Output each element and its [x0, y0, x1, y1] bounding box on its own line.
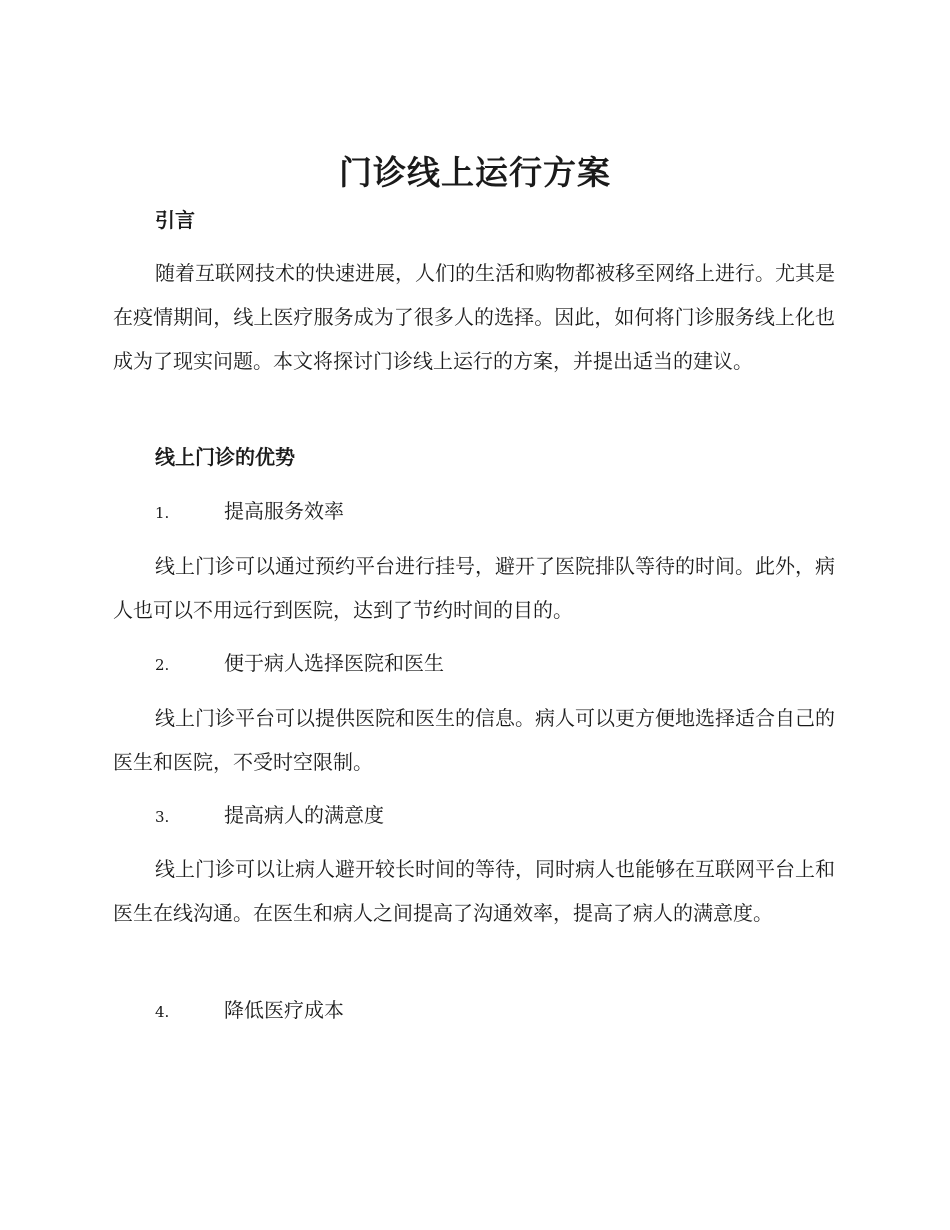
list-item-title: 提高服务效率: [224, 499, 344, 523]
list-item-heading: [155, 497, 344, 527]
section-heading-introduction: 引言: [155, 208, 195, 232]
introduction-paragraph: 随着互联网技术的快速进展，人们的生活和购物都被移至网络上进行。尤其是在疫情期间，线上医疗服务成为了很多人的选择。因此，如何将门诊服务线上化也成为了现实问题。本文将探讨门诊线上运行的方案，并提出适当的建议。: [113, 261, 835, 373]
list-item-number: 1.: [155, 504, 170, 522]
list-item-number: 2.: [155, 656, 170, 674]
list-item-title: 提高病人的满意度: [224, 803, 384, 827]
list-item-heading: [155, 996, 344, 1026]
list-item-title: 降低医疗成本: [224, 998, 344, 1022]
list-item-paragraph: 线上门诊可以让病人避开较长时间的等待，同时病人也能够在互联网平台上和医生在线沟通。在医生和病人之间提高了沟通效率，提高了病人的满意度。: [113, 857, 835, 925]
section-heading-advantages: 线上门诊的优势: [155, 445, 295, 469]
list-item-number: 4.: [155, 1003, 170, 1021]
list-item-title: 便于病人选择医院和医生: [224, 651, 444, 675]
list-item-heading: [155, 649, 444, 679]
list-item-heading: [155, 801, 384, 831]
list-item-paragraph: 线上门诊可以通过预约平台进行挂号，避开了医院排队等待的时间。此外，病人也可以不用远行到医院，达到了节约时间的目的。: [113, 554, 835, 622]
list-item-number: 3.: [155, 808, 170, 826]
page-title: 门诊线上运行方案: [339, 153, 611, 192]
list-item-paragraph: 线上门诊平台可以提供医院和医生的信息。病人可以更方便地选择适合自己的医生和医院，不受时空限制。: [113, 706, 835, 774]
